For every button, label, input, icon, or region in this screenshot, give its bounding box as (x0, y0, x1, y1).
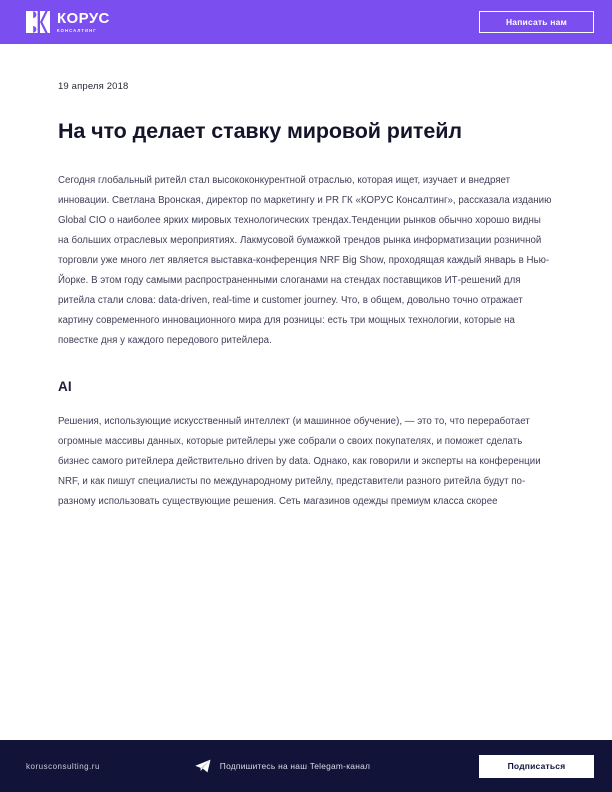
page-title: На что делает ставку мировой ритейл (58, 119, 462, 143)
site-header (0, 0, 612, 44)
site-footer (0, 740, 612, 792)
article-body (58, 145, 554, 512)
footer-telegram-block[interactable] (100, 759, 465, 773)
subscribe-button[interactable]: Подписаться (479, 755, 594, 778)
section-heading-ai: AI (58, 378, 72, 394)
brand-logo[interactable] (26, 10, 110, 34)
footer-telegram-text: Подпишитесь на наш Telegam-канал (219, 761, 371, 771)
article-paragraph-2: Решения, использующие искусственный интеллект (и машинное обучение), — это то, что переработает огромные массивы данных, которые ритейлеры уже собрали о своих покупателях, и поможет сделать бизнес самого ритейлера действительно driven by data. Однако, как говорили и эксперты на конференции NRF, и как пишут специалисты по международному ритейлу, представители разного ритейла будут по-разному использовать существующие решения. Сеть магазинов одежды премиум класса скорее (58, 415, 541, 507)
brand-name: КОРУС (57, 10, 110, 28)
brand-subtitle: КОНСАЛТИНГ (57, 27, 97, 33)
article-paragraph-1: Сегодня глобальный ритейл стал высококонкурентной отраслью, которая ищет, изучает и внедряет инновации. Светлана Вронская, директор по маркетингу и PR ГК «КОРУС Консалтинг», рассказала изданию Global CIO о наиболее ярких мировых технологических трендах.Тенденции рынков обычно хорошо видны на больших отраслевых мероприятиях. Лакмусовой бумажкой трендов рынка информатизации розничной торговли уже много лет является выставка-конференция NRF Big Show, проходящая каждый январь в Нью-Йорке. В этом году самыми распространенными слоганами на стендах поставщиков ИТ-решений для ритейла стали слова: data-driven, real-time и customer journey. Что, в общем, довольно точно отражает картину современного инновационного мира для розницы: есть три мощных технологии, которые на повестке дня у каждого передового ритейлера. (58, 174, 552, 347)
brand-text (57, 11, 110, 33)
telegram-paper-plane-icon (195, 759, 211, 773)
footer-website-link[interactable]: korusconsulting.ru (26, 761, 100, 771)
write-to-us-button[interactable]: Написать нам (479, 11, 594, 33)
article-container (0, 44, 612, 512)
korus-logo-icon (26, 10, 50, 34)
article-date: 19 апреля 2018 (58, 81, 129, 92)
